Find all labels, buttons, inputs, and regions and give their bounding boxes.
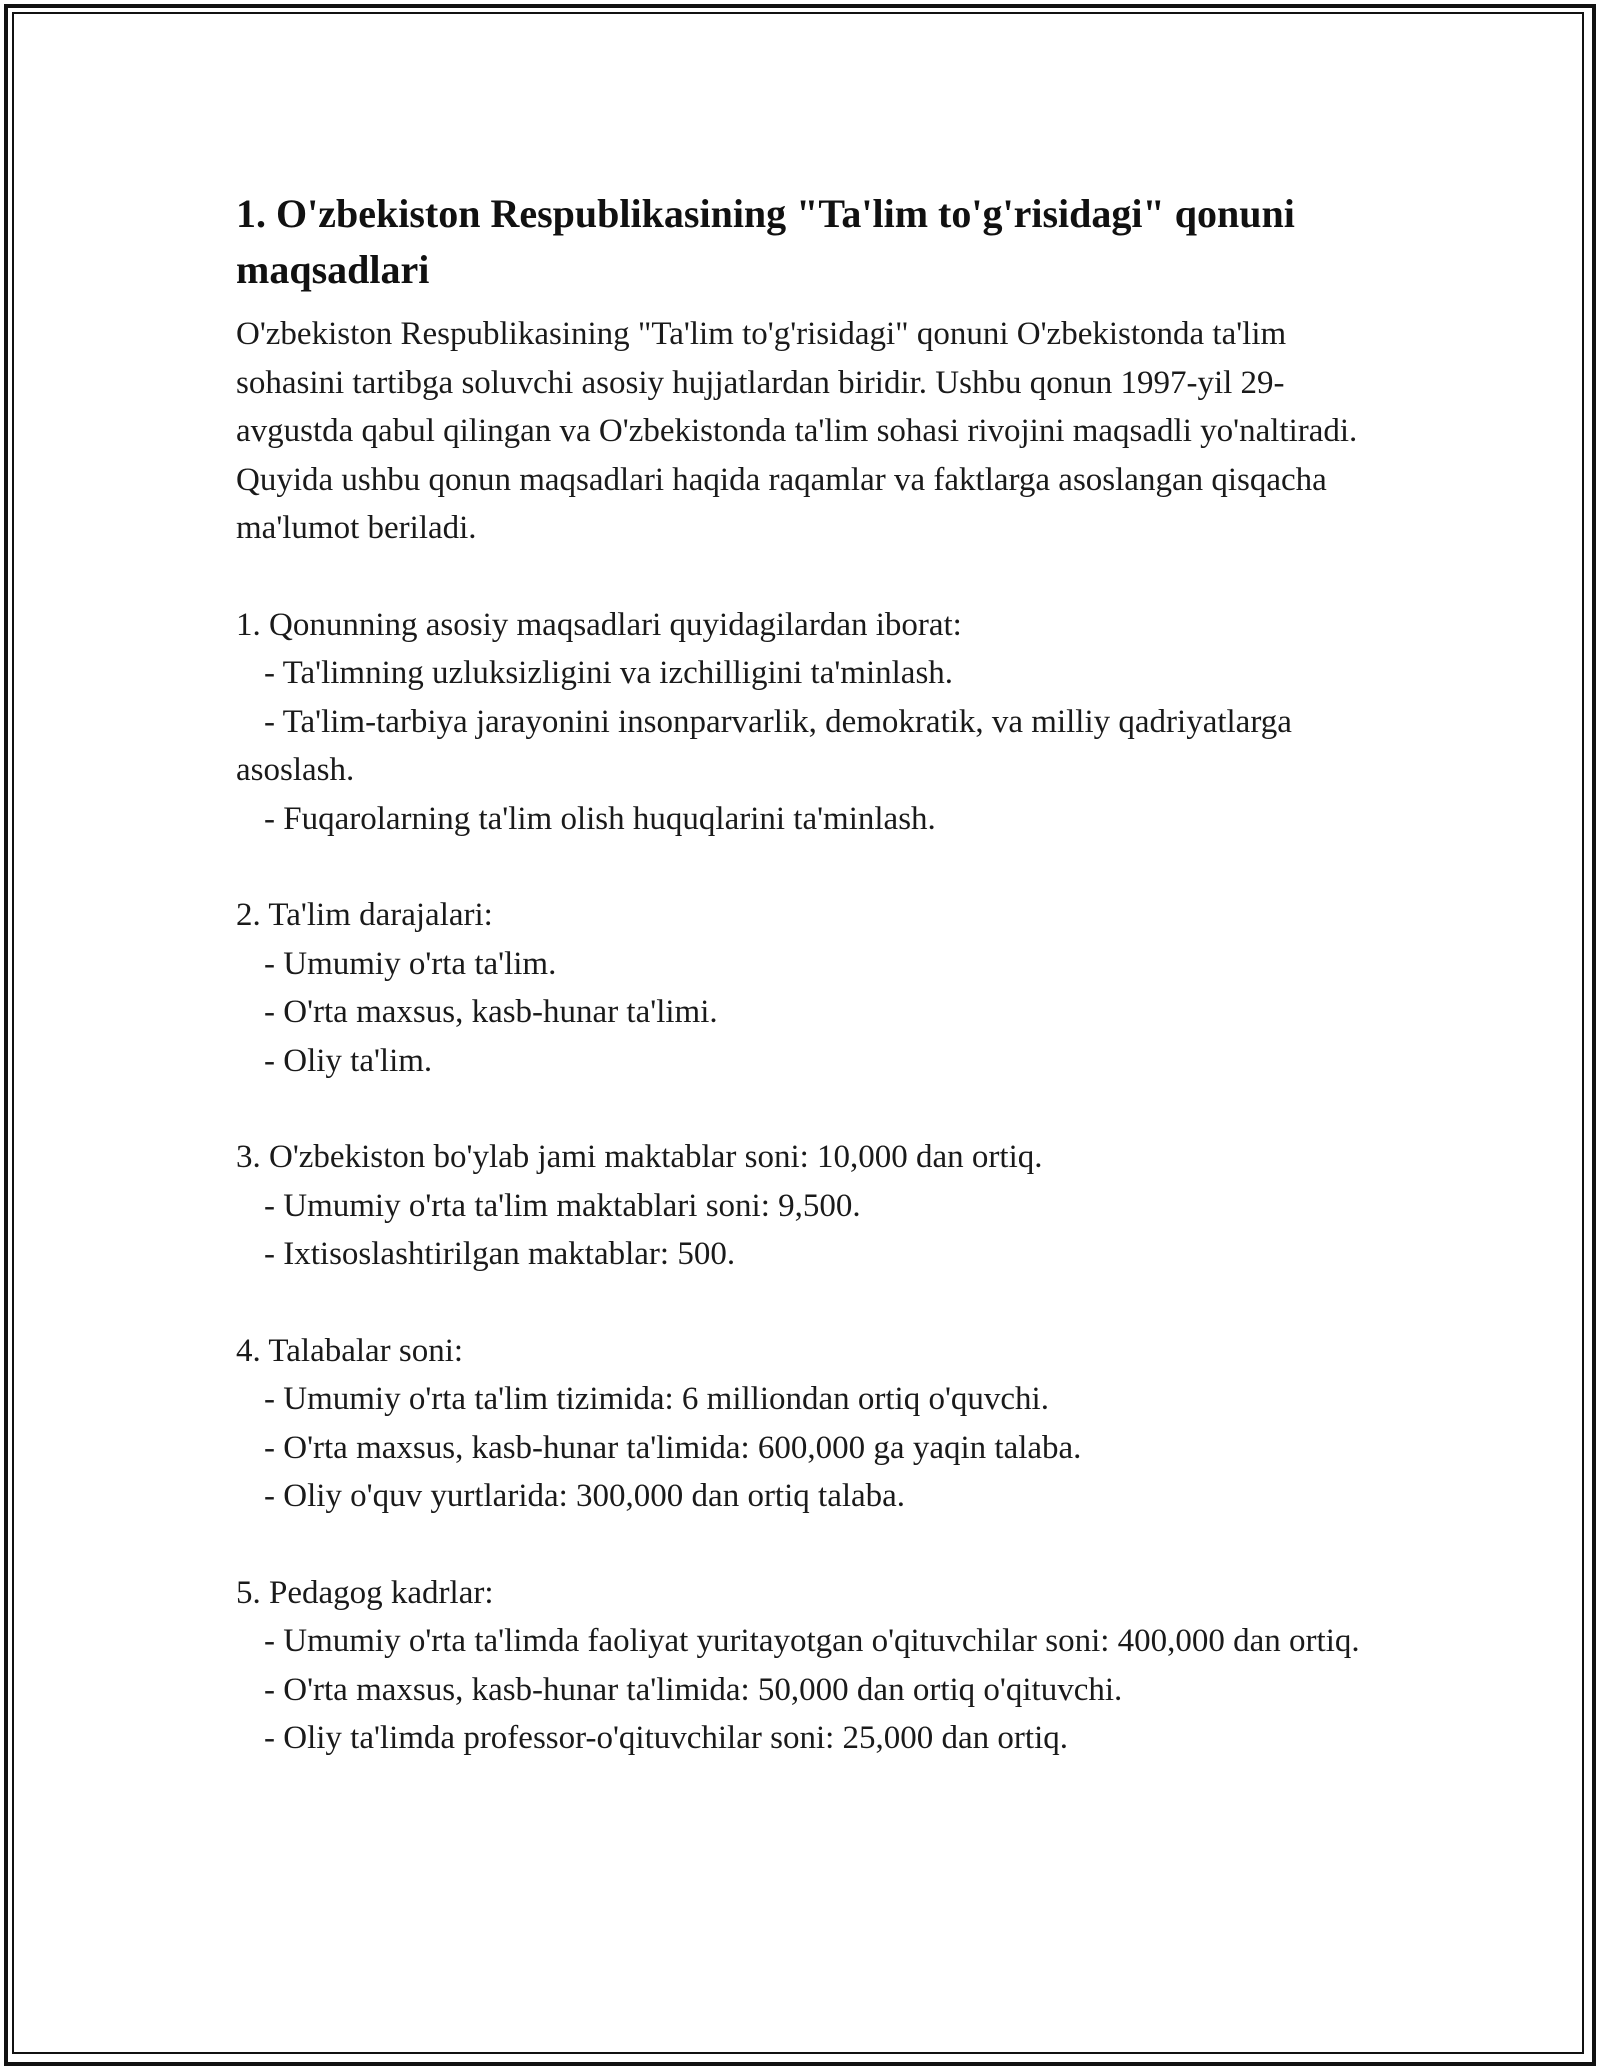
section-heading: 2. Ta'lim darajalari: [236,897,493,933]
list-item: - Ixtisoslashtirilgan maktablar: 500. [264,1236,736,1272]
section-heading: 4. Talabalar soni: [236,1332,464,1369]
list-item: - Oliy ta'lim. [264,1042,433,1079]
section-teachers [236,1569,1366,1763]
list-item: - Ta'limning uzluksizligini va izchilligini ta'minlash. [264,655,954,691]
section-levels [236,891,1366,1085]
list-item: - Umumiy o'rta ta'lim maktablari soni: 9,500. [264,1187,861,1224]
list-item: - O'rta maxsus, kasb-hunar ta'limi. [264,994,718,1030]
section-heading: 3. O'zbekiston bo'ylab jami maktablar soni: 10,000 dan ortiq. [236,1139,1043,1175]
list-item [236,1617,1366,1666]
section-heading: 5. Pedagog kadrlar: [236,1574,494,1611]
list-item: - O'rta maxsus, kasb-hunar ta'limida: 600,000 ga yaqin talaba. [264,1429,1082,1466]
intro-paragraph: O'zbekiston Respublikasining "Ta'lim to'g'risidagi" qonuni O'zbekistonda ta'lim sohasini tartibga soluvchi asosiy hujjatlardan biridir. Ushbu qonun 1997-yil 29-avgustda qabul qilingan va O'zbekistonda ta'lim sohasi rivojini maqsadli yo'naltiradi. Quyida ushbu qonun maqsadlari haqida raqamlar va faktlarga asoslangan qisqacha ma'lumot beriladi. [236,316,1358,546]
list-item-text: - Ta'lim-tarbiya jarayonini insonparvarlik, demokratik, va milliy qadriyatlarga asoslash. [236,703,1292,788]
document-title: 1. O'zbekiston Respublikasining "Ta'lim to'g'risidagi" qonuni maqsadlari [236,191,1295,292]
list-item: - Oliy o'quv yurtlarida: 300,000 dan ortiq talaba. [264,1478,906,1514]
list-item: - Umumiy o'rta ta'lim tizimida: 6 milliondan ortiq o'quvchi. [264,1381,1049,1417]
document-content [236,186,1366,1811]
section-goals [236,601,1366,844]
list-item: - O'rta maxsus, kasb-hunar ta'limida: 50,000 dan ortiq o'qituvchi. [264,1671,1123,1708]
section-students [236,1327,1366,1521]
list-item: - Fuqarolarning ta'lim olish huquqlarini ta'minlash. [264,800,936,837]
list-item [236,698,1366,795]
section-schools [236,1133,1366,1279]
list-item: - Umumiy o'rta ta'lim. [264,945,557,982]
list-item-text: - Umumiy o'rta ta'limda faoliyat yuritayotgan o'qituvchilar soni: 400,000 dan ortiq. [264,1623,1360,1659]
section-heading: 1. Qonunning asosiy maqsadlari quyidagilardan iborat: [236,606,962,643]
list-item: - Oliy ta'limda professor-o'qituvchilar soni: 25,000 dan ortiq. [264,1720,1069,1756]
